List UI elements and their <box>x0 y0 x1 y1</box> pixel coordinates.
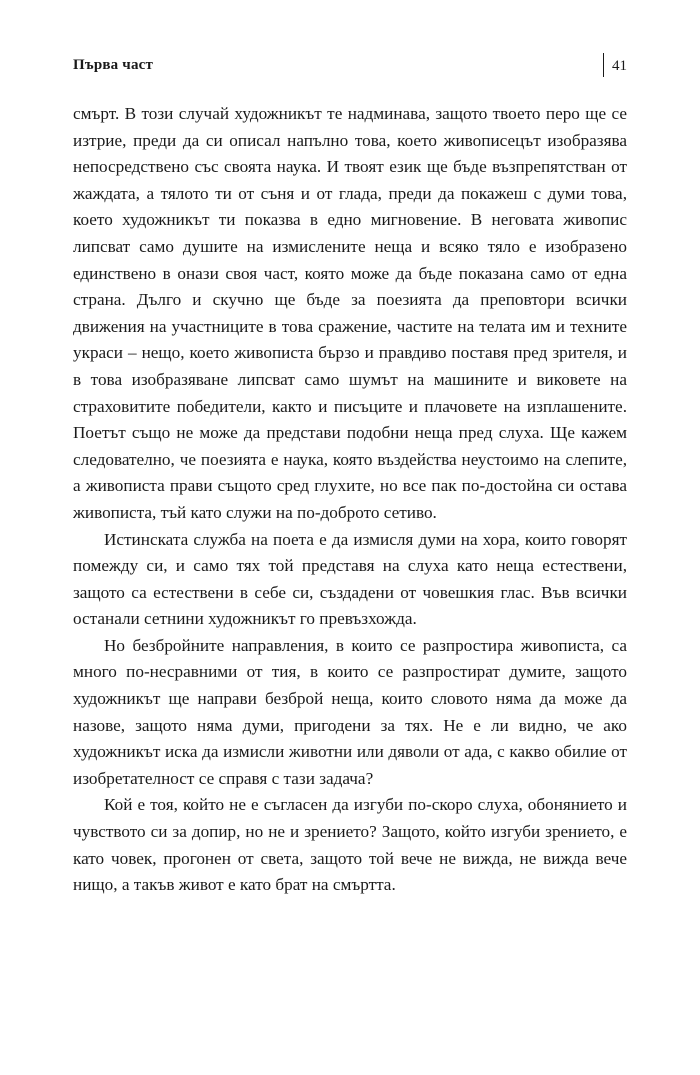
body-text <box>73 101 627 899</box>
paragraph-1: смърт. В този случай художникът те надминава, защото твоето перо ще се изтрие, преди да си описал напълно това, което живописецът изобразява непосредствено със своята наука. И твоят език ще бъде възпрепятстван от жаждата, а тялото ти от съня и от глада, преди да покажеш с думи това, което художникът ти показва в едно мигновение. В неговата живопис липсват само душите на измислените неща и всяко тяло е изобразено единствено в онази своя част, която може да бъде показана само от една страна. Дълго и скучно ще бъде за поезията да преповтори всички движения на участниците в това сражение, частите на телата им и техните украси – нещо, което живописта бързо и правдиво поставя пред зрителя, и в това изобразяване липсват само шумът на машините и виковете на страховитите победители, както и писъците и плачовете на изплашените. Поетът също не може да представи подобни неща пред слуха. Ще кажем следователно, че поезията е наука, която въздейства неустоимо на слепите, а живописта прави същото сред глухите, но все пак по-достойна си остава живописта, тъй като служи на по-доброто сетиво. <box>73 104 627 522</box>
page-header <box>73 57 627 81</box>
paragraph-2: Истинската служба на поета е да измисля думи на хора, които говорят помежду си, и само тях той представя на слуха като неща естествени, защото са естествени в себе си, създадени от човешкия глас. Във всички останали сетнини художникът го превъзхожда. <box>73 529 627 629</box>
page-number-divider <box>603 53 604 77</box>
page-number-block <box>603 53 627 77</box>
paragraph-4: Кой е тоя, който не е съгласен да изгуби по-скоро слуха, обонянието и чувството си за допир, но не и зрението? Защото, който изгуби зрението, е като човек, прогонен от света, защото той вече не вижда, не вижда вече нищо, а такъв живот е като брат на смъртта. <box>73 795 627 895</box>
page-number: 41 <box>612 57 627 74</box>
paragraph-3: Но безбройните направления, в които се разпростира живописта, са много по-несравними от тия, в които се разпростират думите, защото художникът ще направи безброй неща, които словото няма да може да назове, защото няма думи, пригодени за тях. Не е ли видно, че ако художникът иска да измисли животни или дяволи от ада, с какво обилие от изобретателност се справя с тази задача? <box>73 635 627 788</box>
running-head: Първа част <box>73 57 154 73</box>
